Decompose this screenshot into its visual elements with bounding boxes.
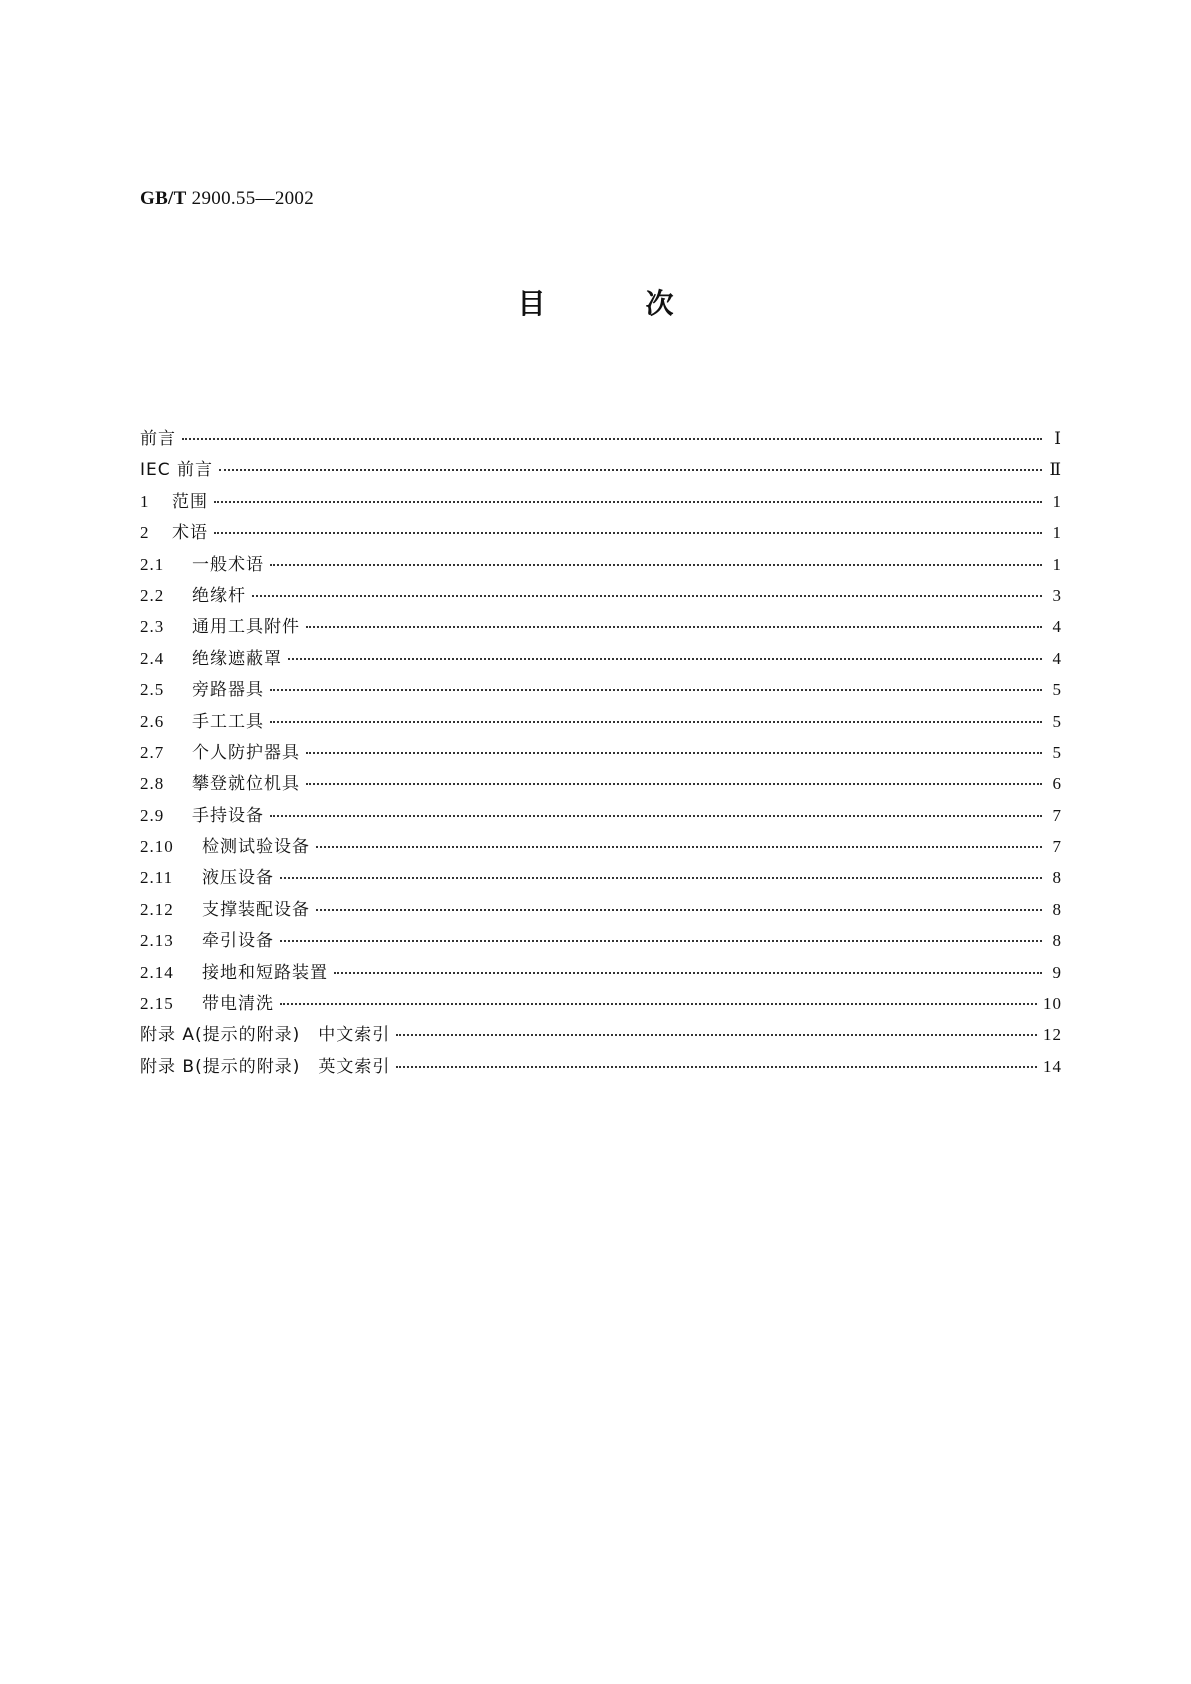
toc-entry-label: 附录 B(提示的附录) 英文索引 xyxy=(140,1056,391,1077)
dot-leader xyxy=(396,1066,1037,1068)
standard-number: 2900.55—2002 xyxy=(191,188,315,209)
toc-entry-number: 2.11 xyxy=(140,868,174,888)
toc-entry-label: 一般术语 xyxy=(192,554,264,575)
toc-entry-label: 手持设备 xyxy=(192,805,264,826)
toc-entry-appendix-a[interactable] xyxy=(140,1020,1062,1051)
dot-leader xyxy=(334,972,1042,974)
dot-leader xyxy=(252,595,1042,597)
toc-entry-2[interactable] xyxy=(140,518,1062,549)
toc-entry-page: 8 xyxy=(1052,931,1062,951)
toc-entry-number: 2.3 xyxy=(140,617,165,637)
toc-entry-number: 2.8 xyxy=(140,774,165,794)
toc-entry-number: 1 xyxy=(140,491,150,511)
toc-entry-number: 2.1 xyxy=(140,554,165,574)
title-char-1: 目 xyxy=(517,287,546,320)
dot-leader xyxy=(306,626,1042,628)
title-char-2: 次 xyxy=(645,287,674,320)
toc-entry-2-1[interactable] xyxy=(140,550,1062,581)
dot-leader xyxy=(306,752,1042,754)
toc-entry-page: 1 xyxy=(1052,491,1062,511)
toc-entry-page: 5 xyxy=(1052,680,1062,700)
toc-entry-page: 10 xyxy=(1043,994,1062,1014)
page-title xyxy=(0,282,1191,322)
toc-entry-number: 2.5 xyxy=(140,680,165,700)
toc-entry-2-9[interactable] xyxy=(140,801,1062,832)
dot-leader xyxy=(280,877,1042,879)
toc-entry-number: 2.14 xyxy=(140,962,174,982)
toc-entry-page: 8 xyxy=(1052,899,1062,919)
toc-entry-page: 5 xyxy=(1052,711,1062,731)
toc-entry-2-13[interactable] xyxy=(140,926,1062,957)
toc-entry-page: 7 xyxy=(1052,837,1062,857)
dot-leader xyxy=(214,532,1042,534)
toc-entry-label: 范围 xyxy=(172,491,208,512)
toc-entry-iec-foreword[interactable] xyxy=(140,455,1062,486)
toc-entry-number: 2.4 xyxy=(140,648,165,668)
dot-leader xyxy=(270,815,1042,817)
toc-entry-page: 4 xyxy=(1052,648,1062,668)
toc-entry-2-12[interactable] xyxy=(140,895,1062,926)
dot-leader xyxy=(316,846,1042,848)
toc-entry-label: 通用工具附件 xyxy=(192,617,300,638)
dot-leader xyxy=(270,721,1042,723)
toc-entry-page: 4 xyxy=(1052,617,1062,637)
toc-entry-number: 2.13 xyxy=(140,931,174,951)
toc-entry-number: 2 xyxy=(140,523,150,543)
toc-entry-page: 1 xyxy=(1052,523,1062,543)
table-of-contents xyxy=(140,424,1062,1083)
toc-entry-page: Ⅱ xyxy=(1049,460,1062,480)
toc-entry-label: 液压设备 xyxy=(202,868,274,889)
toc-entry-number: 2.6 xyxy=(140,711,165,731)
toc-entry-label: 支撑装配设备 xyxy=(202,899,310,920)
toc-entry-label: 前言 xyxy=(140,429,176,449)
toc-entry-2-4[interactable] xyxy=(140,644,1062,675)
toc-entry-page: 12 xyxy=(1043,1025,1062,1045)
dot-leader xyxy=(396,1034,1037,1036)
standard-code xyxy=(140,188,314,210)
toc-entry-1[interactable] xyxy=(140,487,1062,518)
dot-leader xyxy=(182,438,1042,440)
toc-entry-page: Ⅰ xyxy=(1054,429,1062,448)
dot-leader xyxy=(219,469,1042,471)
toc-entry-number: 2.7 xyxy=(140,742,165,762)
toc-entry-number: 2.2 xyxy=(140,585,165,605)
toc-entry-label: 接地和短路装置 xyxy=(202,962,328,983)
dot-leader xyxy=(306,783,1042,785)
standard-prefix: GB/T xyxy=(140,188,187,209)
toc-entry-2-15[interactable] xyxy=(140,989,1062,1020)
toc-entry-page: 14 xyxy=(1043,1056,1062,1076)
toc-entry-label: 旁路器具 xyxy=(192,680,264,701)
dot-leader xyxy=(280,940,1042,942)
toc-entry-page: 1 xyxy=(1052,554,1062,574)
toc-entry-page: 5 xyxy=(1052,742,1062,762)
toc-entry-label: 检测试验设备 xyxy=(202,837,310,858)
dot-leader xyxy=(280,1003,1037,1005)
toc-entry-page: 3 xyxy=(1052,585,1062,605)
toc-entry-page: 6 xyxy=(1052,774,1062,794)
toc-entry-number: 2.12 xyxy=(140,899,174,919)
toc-entry-label: IEC 前言 xyxy=(140,460,214,481)
toc-entry-label: 附录 A(提示的附录) 中文索引 xyxy=(140,1025,391,1046)
toc-entry-label: 个人防护器具 xyxy=(192,742,300,763)
toc-entry-label: 绝缘遮蔽罩 xyxy=(192,648,282,669)
toc-entry-label: 手工工具 xyxy=(192,711,264,732)
toc-entry-page: 7 xyxy=(1052,805,1062,825)
dot-leader xyxy=(214,501,1042,503)
toc-entry-label: 攀登就位机具 xyxy=(192,774,300,795)
toc-entry-page: 8 xyxy=(1052,868,1062,888)
toc-entry-2-11[interactable] xyxy=(140,863,1062,894)
toc-entry-2-2[interactable] xyxy=(140,581,1062,612)
dot-leader xyxy=(316,909,1042,911)
toc-entry-number: 2.10 xyxy=(140,837,174,857)
dot-leader xyxy=(270,564,1042,566)
toc-entry-label: 牵引设备 xyxy=(202,931,274,952)
toc-entry-page: 9 xyxy=(1052,962,1062,982)
dot-leader xyxy=(270,689,1042,691)
toc-entry-appendix-b[interactable] xyxy=(140,1052,1062,1083)
toc-entry-2-10[interactable] xyxy=(140,832,1062,863)
toc-entry-label: 术语 xyxy=(172,523,208,544)
toc-entry-label: 绝缘杆 xyxy=(192,585,246,606)
toc-entry-label: 带电清洗 xyxy=(202,994,274,1015)
toc-entry-2-3[interactable] xyxy=(140,612,1062,643)
toc-entry-number: 2.9 xyxy=(140,805,165,825)
toc-entry-2-7[interactable] xyxy=(140,738,1062,769)
toc-entry-2-6[interactable] xyxy=(140,707,1062,738)
toc-entry-2-8[interactable] xyxy=(140,769,1062,800)
toc-entry-foreword[interactable] xyxy=(140,424,1062,455)
dot-leader xyxy=(288,658,1042,660)
toc-entry-2-14[interactable] xyxy=(140,958,1062,989)
toc-entry-number: 2.15 xyxy=(140,994,174,1014)
toc-entry-2-5[interactable] xyxy=(140,675,1062,706)
